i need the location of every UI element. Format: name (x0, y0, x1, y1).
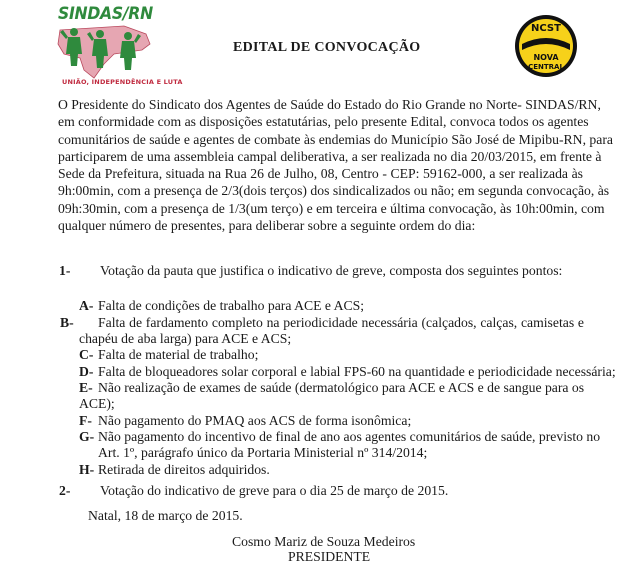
signer-name: Cosmo Mariz de Souza Medeiros (232, 534, 416, 549)
item-text: Votação da pauta que justifica o indicativo de greve, composta dos seguintes pontos: (100, 263, 563, 278)
subitem-text: ACE); (79, 396, 115, 412)
intro-line: 9h:00min, com a presença de 2/3(dois terços) dos sindicalizados ou não; em segunda convocação, às (58, 183, 610, 199)
list-item (79, 380, 584, 413)
subitem-text: Falta de material de trabalho; (98, 347, 259, 362)
list-item (79, 364, 616, 380)
subitem-text: Falta de condições de trabalho para ACE e ACS; (98, 298, 365, 313)
ncst-logo (514, 14, 578, 83)
subitem-text: chapéu de aba larga) para ACE e ACS; (79, 331, 292, 347)
ncst-emblem-icon (514, 14, 578, 78)
intro-paragraph (58, 96, 613, 234)
subitem-text: Retirada de direitos adquiridos. (98, 462, 270, 477)
intro-line: qualquer número de presentes, para deliberar sobre a seguinte ordem do dia: (58, 218, 476, 234)
ncst-logo-bottom2: CENTRAL (528, 63, 564, 71)
item-number: 1- (59, 263, 71, 278)
subitem-letter: D- (79, 364, 94, 379)
subitem-letter: H- (79, 462, 95, 477)
subitem-text: Não pagamento do PMAQ aos ACS de forma isonômica; (98, 413, 412, 428)
intro-line: participarem de uma assembleia campal deliberativa, a ser realizada no dia 20/03/2015, em frente à (58, 148, 602, 164)
sindas-logo-motto: UNIÃO, INDEPENDÊNCIA E LUTA (62, 78, 183, 86)
subitem-text: Falta de fardamento completo na periodicidade necessária (calçados, calças, camisetas e (98, 315, 584, 330)
subitem-letter: C- (79, 347, 94, 362)
list-item (79, 298, 584, 314)
subitem-letter: A- (79, 298, 94, 313)
list-item (60, 315, 584, 348)
list-item (79, 347, 584, 363)
subitem-letter: F- (79, 413, 92, 428)
intro-line: O Presidente do Sindicato dos Agentes de Saúde do Estado do Rio Grande no Norte- SINDAS/RN, (58, 97, 601, 112)
intro-line: 09h:30min, com a presença de 1/3(um terço) e em terceira e última convocação, às 10h:00min, com (58, 200, 605, 216)
intro-line: em conformidade com as disposições estatutárias, pelo presente Edital, convoca todos os agentes (58, 114, 589, 130)
subitem-text: Falta de bloqueadores solar corporal e labial FPS-60 na quantidade e periodicidade necessária; (98, 364, 616, 379)
subitem-text: Não pagamento do incentivo de final de ano aos agentes comunitários de saúde, previsto no (98, 429, 601, 444)
subitem-letter: G- (79, 429, 95, 444)
list-item (79, 462, 584, 478)
sindas-logo-name: SINDAS/RN (58, 4, 153, 24)
intro-line: Sede da Prefeitura, situada na Rua 26 de Julho, 08, Centro - CEP: 59162-000, a ser realizada às (58, 166, 583, 182)
document-date: Natal, 18 de março de 2015. (88, 508, 243, 523)
list-item (79, 413, 584, 429)
sindas-emblem-icon (54, 20, 154, 80)
intro-line: comunitários de saúde e agentes de combate às endemias do Município São José de Mipibu-RN, para (58, 131, 613, 147)
subitem-text: Não realização de exames de saúde (dermatológico para ACE e ACS e de sangue para os (98, 380, 585, 395)
signer-role: PRESIDENTE (288, 549, 371, 564)
item-text: Votação do indicativo de greve para o dia 25 de março de 2015. (100, 483, 449, 498)
page-title: EDITAL DE CONVOCAÇÃO (233, 40, 421, 55)
subitem-letter: B- (60, 315, 74, 330)
ncst-logo-top: NCST (531, 23, 561, 34)
item-number: 2- (59, 483, 71, 498)
ncst-logo-bottom1: NOVA (533, 53, 559, 62)
sindas-logo (54, 4, 183, 90)
list-item (79, 429, 601, 462)
subitem-text: Art. 1º, parágrafo único da Portaria Ministerial nº 314/2014; (98, 445, 428, 461)
subitem-letter: E- (79, 380, 93, 395)
